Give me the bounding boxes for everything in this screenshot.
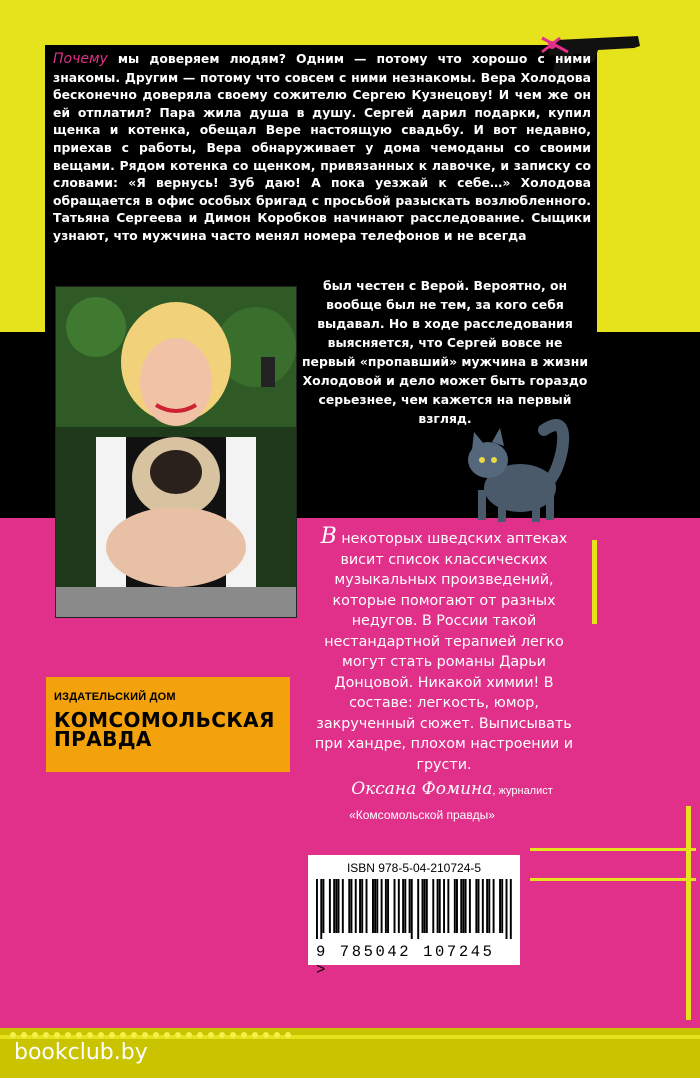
decor-line xyxy=(686,806,691,1020)
review-text xyxy=(304,524,584,775)
barcode-bar xyxy=(482,879,484,933)
footer-dots xyxy=(8,1030,308,1040)
barcode-bar xyxy=(486,879,488,933)
footer-dot xyxy=(252,1032,258,1038)
barcode-bar xyxy=(335,879,337,933)
barcode-bar xyxy=(409,879,411,933)
barcode-bar xyxy=(342,879,344,933)
barcode-bar xyxy=(411,879,413,939)
footer-dot xyxy=(164,1032,170,1038)
barcode-bar xyxy=(372,879,374,933)
decor-line xyxy=(530,848,696,851)
footer-dot xyxy=(32,1032,38,1038)
footer-dot xyxy=(131,1032,137,1038)
footer-dot xyxy=(285,1032,291,1038)
barcode-bar xyxy=(456,879,458,933)
barcode-bar xyxy=(417,879,419,939)
barcode-bar xyxy=(499,879,501,933)
footer-dot xyxy=(98,1032,104,1038)
footer-dot xyxy=(43,1032,49,1038)
barcode-bar xyxy=(322,879,324,933)
author-photo xyxy=(55,286,297,618)
author-photo-image xyxy=(56,287,296,617)
publisher-line2: КОМСОМОЛЬСКАЯ xyxy=(54,708,275,732)
annotation-continuation: был честен с Верой. Вероятно, он вообще был не тем, за кого себя выдавал. Но в ходе расследования выясняется, что Сергей вовсе не первый «пропавший» мужчина в жизни Холодовой и дело может быть гораздо серьезнее, чем кажется на первый взгляд. xyxy=(302,278,588,426)
footer-dot xyxy=(186,1032,192,1038)
publisher-line1: ИЗДАТЕЛЬСКИЙ ДОМ xyxy=(54,691,176,703)
footer-dot xyxy=(109,1032,115,1038)
barcode-bar xyxy=(387,879,389,933)
barcode-bar xyxy=(361,879,363,933)
barcode-bar xyxy=(385,879,387,933)
barcode-block xyxy=(308,855,520,979)
footer-dot xyxy=(142,1032,148,1038)
footer-dot xyxy=(21,1032,27,1038)
barcode-bar xyxy=(475,879,477,933)
barcode-bar xyxy=(376,879,378,933)
footer-dot xyxy=(120,1032,126,1038)
site-name: bookclub.by xyxy=(14,1040,148,1065)
barcode-bar xyxy=(398,879,400,933)
barcode-bar xyxy=(432,879,434,933)
barcode-bar xyxy=(350,879,352,933)
barcode-bar xyxy=(394,879,396,933)
footer-dot xyxy=(65,1032,71,1038)
isbn-label: ISBN 978-5-04-210724-5 xyxy=(346,861,482,875)
barcode-bar xyxy=(316,879,318,939)
footer-dot xyxy=(10,1032,16,1038)
barcode-bar xyxy=(359,879,361,933)
barcode-icon xyxy=(316,879,512,939)
barcode-bar xyxy=(506,879,508,939)
barcode-bar xyxy=(374,879,376,933)
footer-dot xyxy=(263,1032,269,1038)
barcode-bar xyxy=(338,879,340,933)
publisher-line3: ПРАВДА xyxy=(54,727,152,751)
barcode-bar xyxy=(443,879,445,933)
barcode-bar xyxy=(454,879,456,933)
barcode-bar xyxy=(465,879,467,933)
footer-dot xyxy=(54,1032,60,1038)
barcode-bar xyxy=(493,879,495,933)
publisher-badge xyxy=(46,677,290,772)
annotation-body: мы доверяем людям? Одним — потому что хорошо с ними знакомы. Другим — потому что совсем с ними незнакомы. Вера Холодова бесконечно доверяла своему сожителю Сергею Кузнецову! И чем же он ей отплатил? Пара жила душа в душу. Сергей дарил подарки, купил щенка и котенка, обещал Вере настоящую свадьбу. И вот недавно, приехав с работы, Вера обнаруживает у дома чемоданы со своими вещами. Рядом котенка со щенком, привязанных к лавочке, и записку со словами: «Я вернусь! Зуб даю! А пока уезжай к себе…» Холодова обращается в офис особых бригад с просьбой разыскать возлюбленного. Татьяна Сергеева и Димон Коробков начинают расследование. Сыщики узнают, что мужчина часто менял номера телефонов и не всегда xyxy=(53,51,591,243)
review-first-letter: В xyxy=(320,524,337,549)
barcode-bar xyxy=(426,879,428,933)
review-body: некоторых шведских аптеках висит список классических музыкальных произведений, которые помогают от разных недугов. В России такой нестандартной терапией легко могут стать романы Дарьи Донцовой. Никакой химии! В составе: легкость, юмор, закрученный сюжет. Выписывать при хандре, плохом настроении и грусти. xyxy=(314,531,574,773)
barcode-bar xyxy=(437,879,439,933)
cat-illustration-icon xyxy=(458,410,578,528)
barcode-bar xyxy=(501,879,503,933)
barcode-bar xyxy=(478,879,480,933)
footer-dot xyxy=(208,1032,214,1038)
barcode-bar xyxy=(381,879,383,933)
barcode-bar xyxy=(366,879,368,933)
barcode-bar xyxy=(422,879,424,933)
barcode-bar xyxy=(320,879,322,939)
review-author-name: Оксана Фомина xyxy=(351,779,493,799)
barcode-bar xyxy=(447,879,449,933)
barcode-bar xyxy=(404,879,406,933)
barcode-bar xyxy=(469,879,471,933)
footer-dot xyxy=(76,1032,82,1038)
barcode-bar xyxy=(424,879,426,933)
barcode-bar xyxy=(462,879,464,933)
annotation-first-word: Почему xyxy=(53,51,108,67)
barcode-digits: 9 785042 107245 > xyxy=(316,943,495,979)
decor-line xyxy=(592,540,597,624)
annotation-text xyxy=(53,50,591,245)
footer-dot xyxy=(153,1032,159,1038)
publisher-name xyxy=(54,708,275,751)
review-author xyxy=(312,779,592,799)
barcode-bar xyxy=(439,879,441,933)
barcode-bar xyxy=(355,879,357,933)
barcode-bar xyxy=(402,879,404,933)
footer-dot xyxy=(87,1032,93,1038)
decor-line xyxy=(530,878,696,881)
footer-dot xyxy=(175,1032,181,1038)
barcode-bar xyxy=(510,879,512,939)
footer-dot xyxy=(197,1032,203,1038)
barcode-bar xyxy=(460,879,462,933)
footer-dot xyxy=(274,1032,280,1038)
barcode-bar xyxy=(348,879,350,933)
footer-dot xyxy=(241,1032,247,1038)
barcode-bar xyxy=(329,879,331,933)
review-organization: «Комсомольской правды» xyxy=(349,808,495,822)
footer-dot xyxy=(230,1032,236,1038)
review-author-role: , журналист xyxy=(492,785,553,797)
footer-dot xyxy=(219,1032,225,1038)
barcode-bar xyxy=(333,879,335,933)
barcode-bar xyxy=(488,879,490,933)
